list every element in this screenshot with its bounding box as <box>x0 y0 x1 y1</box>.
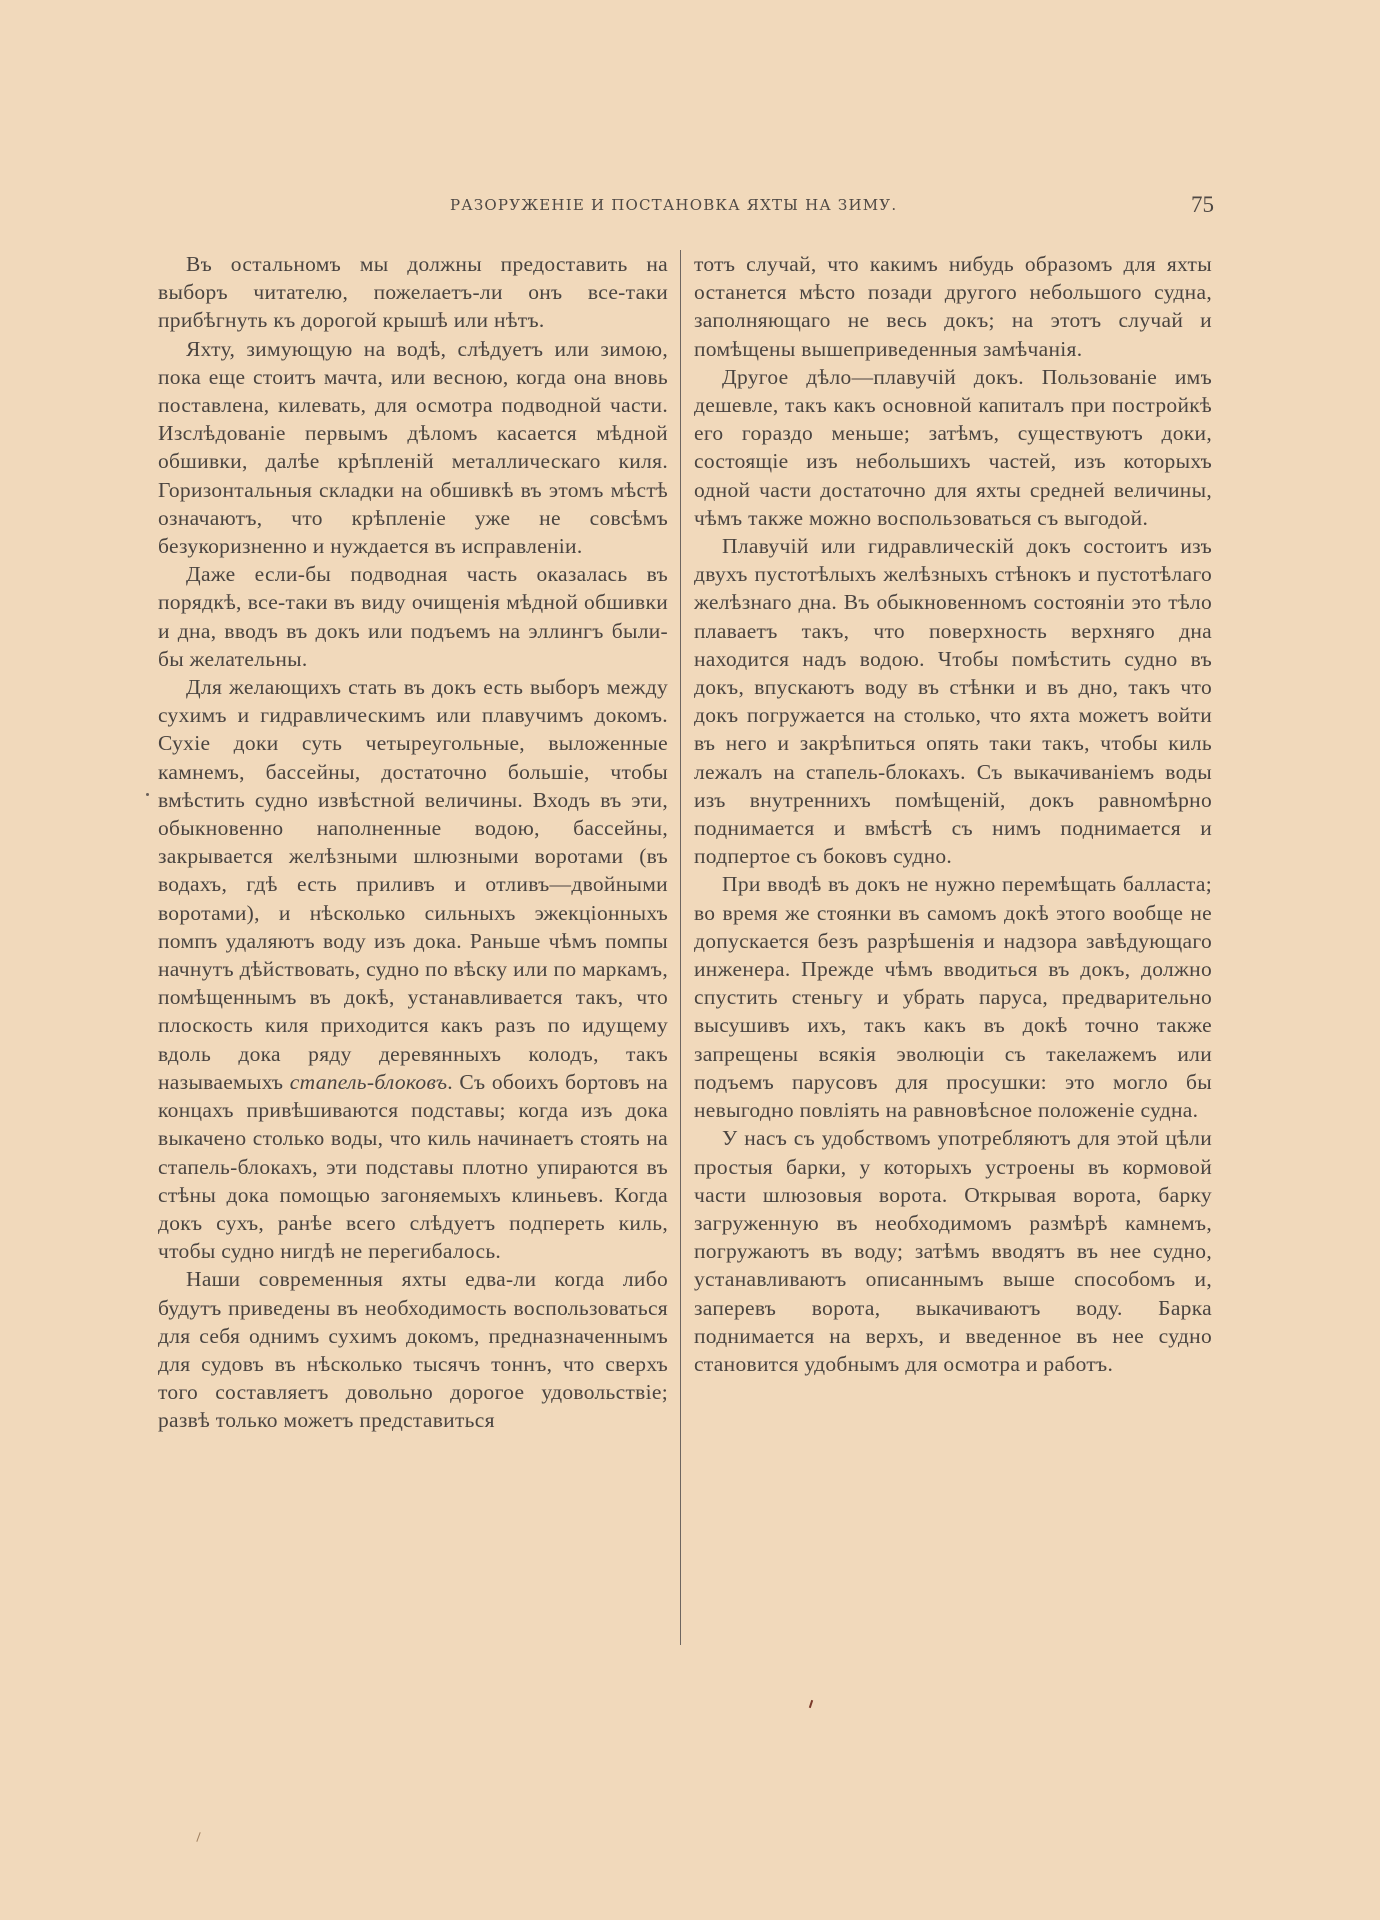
italic-term: стапель-блоковъ <box>289 1069 448 1094</box>
paragraph <box>158 673 668 1265</box>
paragraph: Яхту, зимующую на водѣ, слѣдуетъ или зимою, пока еще стоитъ мачта, или весною, когда она вновь поставлена, килевать, для осмотра подводной части. Изслѣдованіе первымъ дѣломъ касается мѣдной обшивки, далѣе крѣпленій металлическаго киля. Горизонтальныя складки на обшивкѣ въ этомъ мѣстѣ означаютъ, что крѣпленіе уже не совсѣмъ безукоризненно и нуждается въ исправленіи. <box>158 336 668 559</box>
paper-fiber <box>196 1832 200 1842</box>
page-header <box>186 192 1214 220</box>
running-title: РАЗОРУЖЕНІЕ И ПОСТАНОВКА ЯХТЫ НА ЗИМУ. <box>450 196 898 214</box>
paragraph: Другое дѣло—плавучій докъ. Пользованіе имъ дешевле, такъ какъ основной капиталъ при постройкѣ его гораздо меньше; затѣмъ, существуютъ доки, состоящіе изъ небольшихъ частей, изъ которыхъ одной части достаточно для яхты средней величины, чѣмъ также можно воспользоваться съ выгодой. <box>694 364 1212 530</box>
column-divider <box>680 250 681 1645</box>
paragraph: тотъ случай, что какимъ нибудь образомъ для яхты останется мѣсто позади другого небольшого судна, заполняющаго не весь докъ; на этотъ случай и помѣщены вышеприведенныя замѣчанія. <box>694 252 1212 361</box>
paragraph: Въ остальномъ мы должны предоставить на выборъ читателю, пожелаетъ-ли онъ все-таки прибѣгнуть къ дорогой крышѣ или нѣтъ. <box>158 252 668 333</box>
page-number: 75 <box>1191 192 1214 217</box>
right-column <box>694 250 1212 1378</box>
paragraph-text: . Съ обоихъ бортовъ на концахъ привѣшиваются подставы; когда изъ дока выкачено столько воды, что киль начинаетъ стоять на стапель-блокахъ, эти подставы плотно упираются въ стѣны дока помощью загоняемыхъ клиньевъ. Когда докъ сухъ, ранѣе всего слѣдуетъ подпереть киль, чтобы судно нигдѣ не перегибалось. <box>158 1069 668 1264</box>
paragraph: При вводѣ въ докъ не нужно перемѣщать балласта; во время же стоянки въ самомъ докѣ этого вообще не допускается безъ разрѣшенія и надзора завѣдующаго инженера. Прежде чѣмъ вводиться въ докъ, должно спустить стеньгу и убрать паруса, предварительно высушивъ ихъ, такъ какъ въ докѣ точно также запрещены всякія эволюціи съ такелажемъ или подъемъ парусовъ для просушки: это могло бы невыгодно повліять на равновѣсное положеніе судна. <box>694 872 1212 1123</box>
left-column <box>158 250 668 1435</box>
paragraph-text: Для желающихъ стать въ докъ есть выборъ между сухимъ и гидравлическимъ или плавучимъ докомъ. Сухіе доки суть четыреугольные, выложенные камнемъ, бассейны, достаточно большіе, чтобы вмѣстить судно извѣстной величины. Входъ въ эти, обыкновенно наполненные водою, бассейны, закрывается желѣзными шлюзными воротами (въ водахъ, гдѣ есть приливъ и отливъ—двойными воротами), и нѣсколько сильныхъ эжекціонныхъ помпъ удаляютъ воду изъ дока. Раньше чѣмъ помпы начнутъ дѣйствовать, судно по вѣску или по маркамъ, помѣщеннымъ въ докѣ, устанавливается такъ, что плоскость киля приходится какъ разъ по идущему вдоль дока ряду деревянныхъ колодъ, такъ называемыхъ <box>158 675 668 1094</box>
paragraph: У насъ съ удобствомъ употребляютъ для этой цѣли простыя барки, у которыхъ устроены въ кормовой части шлюзовыя ворота. Открывая ворота, барку загруженную въ необходимомъ размѣрѣ камнемъ, погружаютъ въ воду; затѣмъ вводятъ въ нее судно, устанавливаютъ описаннымъ выше способомъ и, заперевъ ворота, выкачиваютъ воду. Барка поднимается на верхъ, и введенное въ нее судно становится удобнымъ для осмотра и работъ. <box>694 1126 1212 1376</box>
paragraph: Наши современныя яхты едва-ли когда либо будутъ приведены въ необходимость воспользоваться для себя однимъ сухимъ докомъ, предназначеннымъ для судовъ въ нѣсколько тысячъ тоннъ, что сверхъ того составляетъ довольно дорогое удовольствіе; развѣ только можетъ представиться <box>158 1267 668 1433</box>
ink-speck <box>809 1700 813 1708</box>
paragraph: Плавучій или гидравлическій докъ состоитъ изъ двухъ пустотѣлыхъ желѣзныхъ стѣнокъ и пустотѣлаго желѣзнаго дна. Въ обыкновенномъ состояніи это тѣло плаваетъ такъ, что поверхность верхняго дна находится надъ водою. Чтобы помѣстить судно въ докъ, впускаютъ воду въ стѣнки и въ дно, такъ что докъ погружается на столько, что яхта можетъ войти въ него и закрѣпиться опять таки такъ, чтобы киль лежалъ на стапель-блокахъ. Съ выкачиваніемъ воды изъ внутреннихъ помѣщеній, докъ равномѣрно поднимается и вмѣстѣ съ нимъ поднимается и подпертое съ боковъ судно. <box>694 534 1212 869</box>
margin-mark <box>146 793 149 796</box>
paragraph: Даже если-бы подводная часть оказалась въ порядкѣ, все-таки въ виду очищенія мѣдной обшивки и дна, вводъ въ докъ или подъемъ на эллингъ были-бы желательны. <box>158 562 668 671</box>
